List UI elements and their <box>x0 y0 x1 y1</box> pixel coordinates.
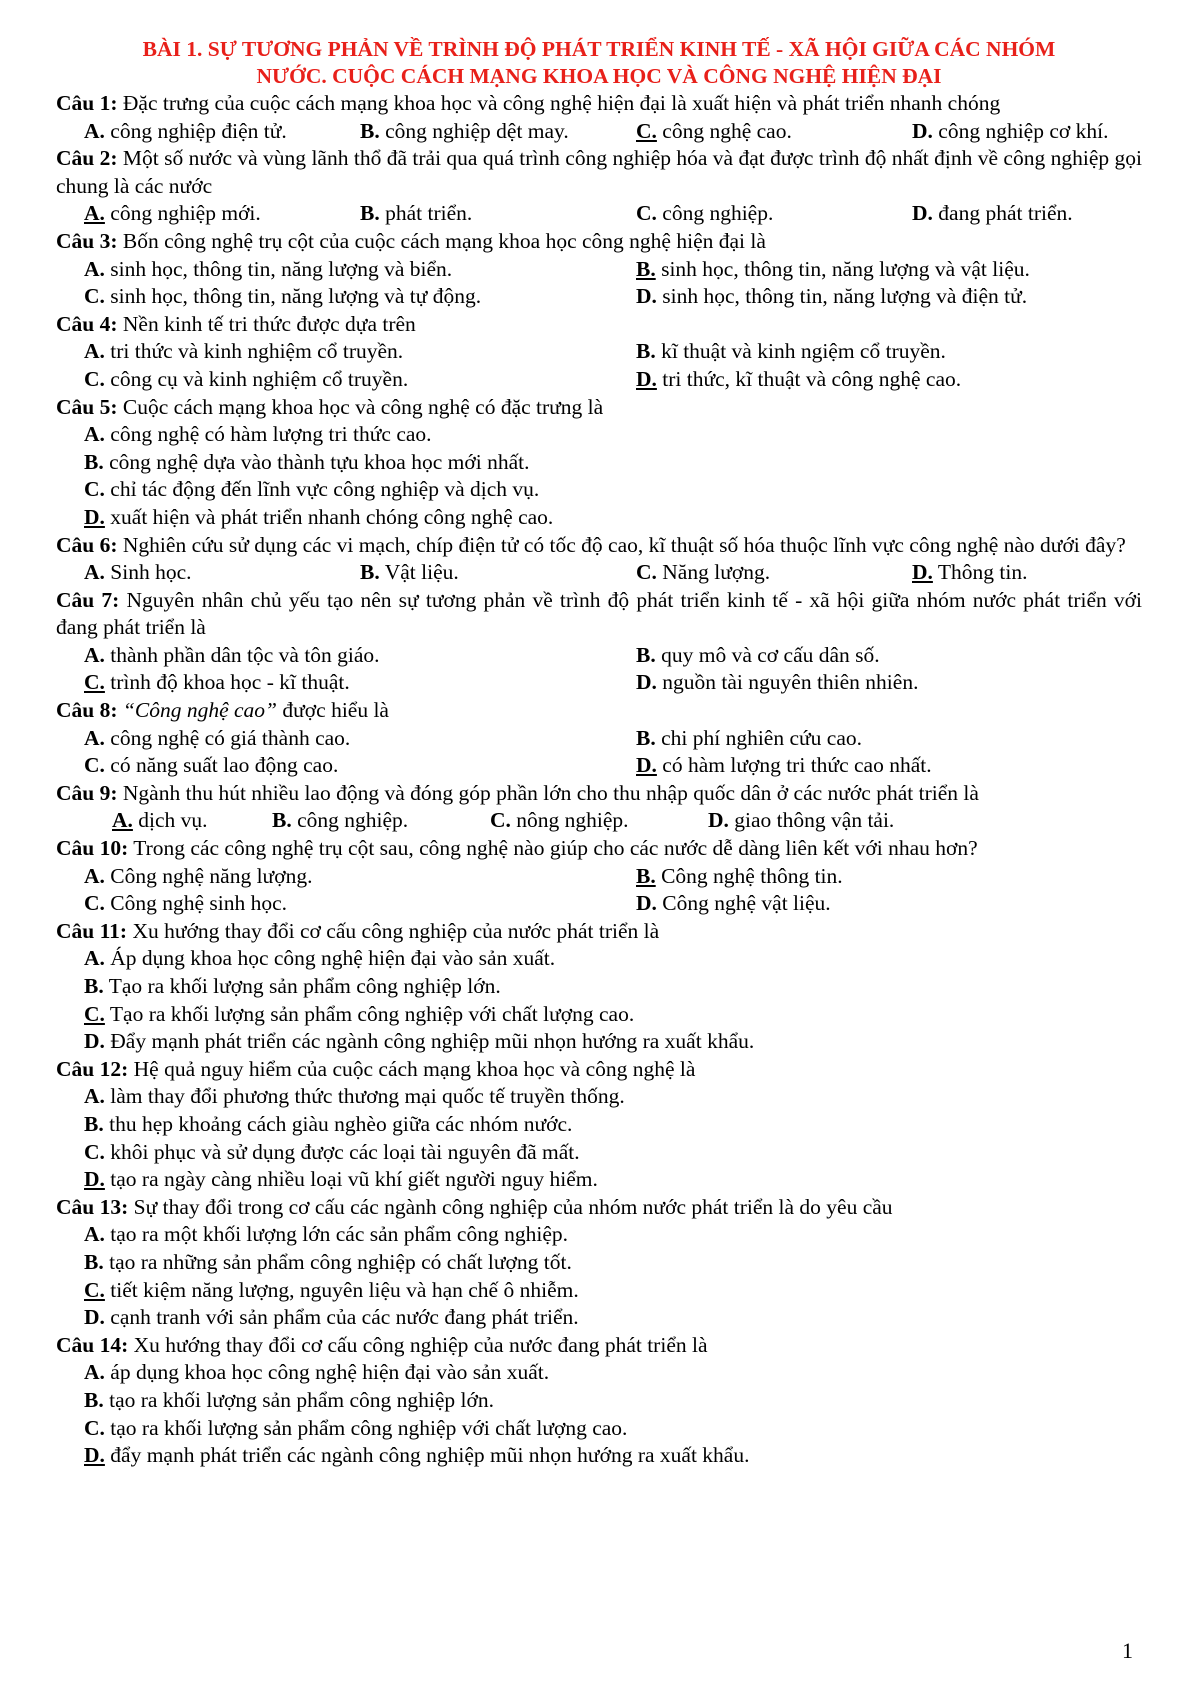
option-d: D. Công nghệ vật liệu. <box>636 891 831 916</box>
option-d: D. nguồn tài nguyên thiên nhiên. <box>636 670 919 695</box>
question-number: Câu 1: <box>56 91 118 115</box>
option-b-correct: B. sinh học, thông tin, năng lượng và vật liệu. <box>636 256 1030 281</box>
option-a: A. thành phần dân tộc và tôn giáo. <box>84 642 380 667</box>
options-1 <box>56 118 1142 146</box>
title-line-1: BÀI 1. SỰ TƯƠNG PHẢN VỀ TRÌNH ĐỘ PHÁT TRIỂN KINH TẾ - XÃ HỘI GIỮA CÁC NHÓM <box>142 37 1056 61</box>
option-a: A. công nghiệp điện tử. <box>84 118 287 143</box>
option-a: A. tạo ra một khối lượng lớn các sản phẩm công nghiệp. <box>84 1222 568 1247</box>
question-9: Câu 9: Ngành thu hút nhiều lao động và đóng góp phần lớn cho thu nhập quốc dân ở các nước phát triển là <box>56 780 979 805</box>
options-7 <box>56 642 1142 697</box>
option-b: B. công nghiệp dệt may. <box>360 118 569 143</box>
option-d-correct: D. tri thức, kĩ thuật và công nghệ cao. <box>636 366 962 391</box>
option-c: C. công nghiệp. <box>636 201 774 226</box>
option-a: A. Sinh học. <box>84 560 192 585</box>
option-a: A. Áp dụng khoa học công nghệ hiện đại vào sản xuất. <box>84 946 556 971</box>
option-c: C. chỉ tác động đến lĩnh vực công nghiệp và dịch vụ. <box>84 477 540 502</box>
option-d: D. sinh học, thông tin, năng lượng và điện tử. <box>636 284 1028 309</box>
option-a-correct: A. công nghiệp mới. <box>84 201 261 226</box>
option-b: B. Tạo ra khối lượng sản phẩm công nghiệp lớn. <box>84 974 501 998</box>
option-b: B. quy mô và cơ cấu dân số. <box>636 642 880 667</box>
option-d: D. giao thông vận tải. <box>708 808 895 833</box>
option-b: B. Vật liệu. <box>360 560 459 585</box>
option-c-correct: C. Tạo ra khối lượng sản phẩm công nghiệp với chất lượng cao. <box>84 1001 635 1026</box>
option-a: A. áp dụng khoa học công nghệ hiện đại vào sản xuất. <box>84 1360 550 1385</box>
option-d-correct: D. xuất hiện và phát triển nhanh chóng công nghệ cao. <box>84 504 554 529</box>
options-6 <box>56 559 1142 587</box>
question-11: Câu 11: Xu hướng thay đổi cơ cấu công nghiệp của nước phát triển là <box>56 918 660 943</box>
option-a: A. tri thức và kinh nghiệm cổ truyền. <box>84 339 404 364</box>
document-page <box>56 36 1142 1470</box>
option-b: B. công nghiệp. <box>272 808 409 833</box>
option-a: A. công nghệ có hàm lượng tri thức cao. <box>84 422 432 447</box>
option-c: C. có năng suất lao động cao. <box>84 753 339 778</box>
option-d: D. đang phát triển. <box>912 201 1073 226</box>
question-12: Câu 12: Hệ quả nguy hiểm của cuộc cách mạng khoa học và công nghệ là <box>56 1056 696 1081</box>
option-b: B. công nghệ dựa vào thành tựu khoa học mới nhất. <box>84 449 530 474</box>
option-d: D. Đẩy mạnh phát triển các ngành công nghiệp mũi nhọn hướng ra xuất khẩu. <box>84 1029 755 1054</box>
option-b: B. tạo ra những sản phẩm công nghiệp có chất lượng tốt. <box>84 1249 572 1274</box>
options-4 <box>56 338 1142 393</box>
option-b: B. tạo ra khối lượng sản phẩm công nghiệp lớn. <box>84 1387 494 1412</box>
option-b: B. kĩ thuật và kinh ngiệm cổ truyền. <box>636 339 946 364</box>
question-7: Câu 7: Nguyên nhân chủ yếu tạo nên sự tương phản về trình độ phát triển kinh tế - xã hội giữa nhóm nước phát triển với đang phát triển là <box>56 587 1142 640</box>
option-a: A. sinh học, thông tin, năng lượng và biển. <box>84 256 453 281</box>
option-d-correct: D. tạo ra ngày càng nhiều loại vũ khí giết người nguy hiểm. <box>84 1167 598 1192</box>
question-4: Câu 4: Nền kinh tế tri thức được dựa trên <box>56 311 416 336</box>
lesson-title <box>56 36 1142 90</box>
question-1 <box>56 90 1142 118</box>
option-c: C. khôi phục và sử dụng được các loại tài nguyên đã mất. <box>84 1139 580 1164</box>
question-5: Câu 5: Cuộc cách mạng khoa học và công nghệ có đặc trưng là <box>56 394 604 419</box>
option-d-correct: D. đẩy mạnh phát triển các ngành công nghiệp mũi nhọn hướng ra xuất khẩu. <box>84 1443 750 1468</box>
option-d: D. cạnh tranh với sản phẩm của các nước đang phát triển. <box>84 1305 579 1330</box>
option-b: B. thu hẹp khoảng cách giàu nghèo giữa các nhóm nước. <box>84 1111 573 1136</box>
question-2: Câu 2: Một số nước và vùng lãnh thổ đã trải qua quá trình công nghiệp hóa và đạt được trình độ nhất định về công nghiệp gọi chung là các nước <box>56 146 1142 198</box>
option-c: C. Công nghệ sinh học. <box>84 891 288 916</box>
question-14: Câu 14: Xu hướng thay đổi cơ cấu công nghiệp của nước đang phát triển là <box>56 1332 708 1357</box>
question-13: Câu 13: Sự thay đổi trong cơ cấu các ngành công nghiệp của nhóm nước phát triển là do yêu cầu <box>56 1194 893 1219</box>
option-c: C. công cụ và kinh nghiệm cổ truyền. <box>84 366 409 391</box>
option-a: A. làm thay đổi phương thức thương mại quốc tế truyền thống. <box>84 1084 625 1109</box>
option-b: B. chi phí nghiên cứu cao. <box>636 725 863 750</box>
question-stem: Đặc trưng của cuộc cách mạng khoa học và công nghệ hiện đại là xuất hiện và phát triển nhanh chóng <box>117 91 1001 115</box>
question-8: Câu 8: “Công nghệ cao” được hiểu là <box>56 698 389 723</box>
options-9 <box>56 807 1142 835</box>
option-a-correct: A. dịch vụ. <box>112 808 208 833</box>
title-line-2: NƯỚC. CUỘC CÁCH MẠNG KHOA HỌC VÀ CÔNG NGHỆ HIỆN ĐẠI <box>256 64 942 88</box>
option-c-correct: C. trình độ khoa học - kĩ thuật. <box>84 670 350 695</box>
question-3: Câu 3: Bốn công nghệ trụ cột của cuộc cách mạng khoa học công nghệ hiện đại là <box>56 228 766 253</box>
question-6: Câu 6: Nghiên cứu sử dụng các vi mạch, chíp điện tử có tốc độ cao, kĩ thuật số hóa thuộc lĩnh vực công nghệ nào dưới đây? <box>56 532 1126 557</box>
option-b-correct: B. Công nghệ thông tin. <box>636 863 843 888</box>
option-b: B. phát triển. <box>360 201 473 226</box>
option-a: A. Công nghệ năng lượng. <box>84 863 313 888</box>
options-12 <box>56 1083 1142 1193</box>
question-10: Câu 10: Trong các công nghệ trụ cột sau, công nghệ nào giúp cho các nước dễ dàng liên kết với nhau hơn? <box>56 836 978 861</box>
options-2 <box>56 200 1142 228</box>
option-c: C. tạo ra khối lượng sản phẩm công nghiệp với chất lượng cao. <box>84 1415 628 1440</box>
options-3 <box>56 256 1142 311</box>
option-c: C. sinh học, thông tin, năng lượng và tự động. <box>84 284 482 309</box>
options-13 <box>56 1221 1142 1331</box>
option-c: C. Năng lượng. <box>636 560 771 585</box>
options-5 <box>56 421 1142 531</box>
option-d: D. công nghiệp cơ khí. <box>912 118 1109 143</box>
options-14 <box>56 1359 1142 1469</box>
options-10 <box>56 863 1142 918</box>
option-a: A. công nghệ có giá thành cao. <box>84 725 351 750</box>
options-8 <box>56 725 1142 780</box>
option-c-correct: C. công nghệ cao. <box>636 118 792 143</box>
option-d-correct: D. Thông tin. <box>912 560 1028 585</box>
option-d-correct: D. có hàm lượng tri thức cao nhất. <box>636 753 932 778</box>
options-11 <box>56 945 1142 1055</box>
page-number: 1 <box>1122 1638 1133 1663</box>
option-c: C. nông nghiệp. <box>490 808 629 833</box>
option-c-correct: C. tiết kiệm năng lượng, nguyên liệu và hạn chế ô nhiễm. <box>84 1277 579 1302</box>
